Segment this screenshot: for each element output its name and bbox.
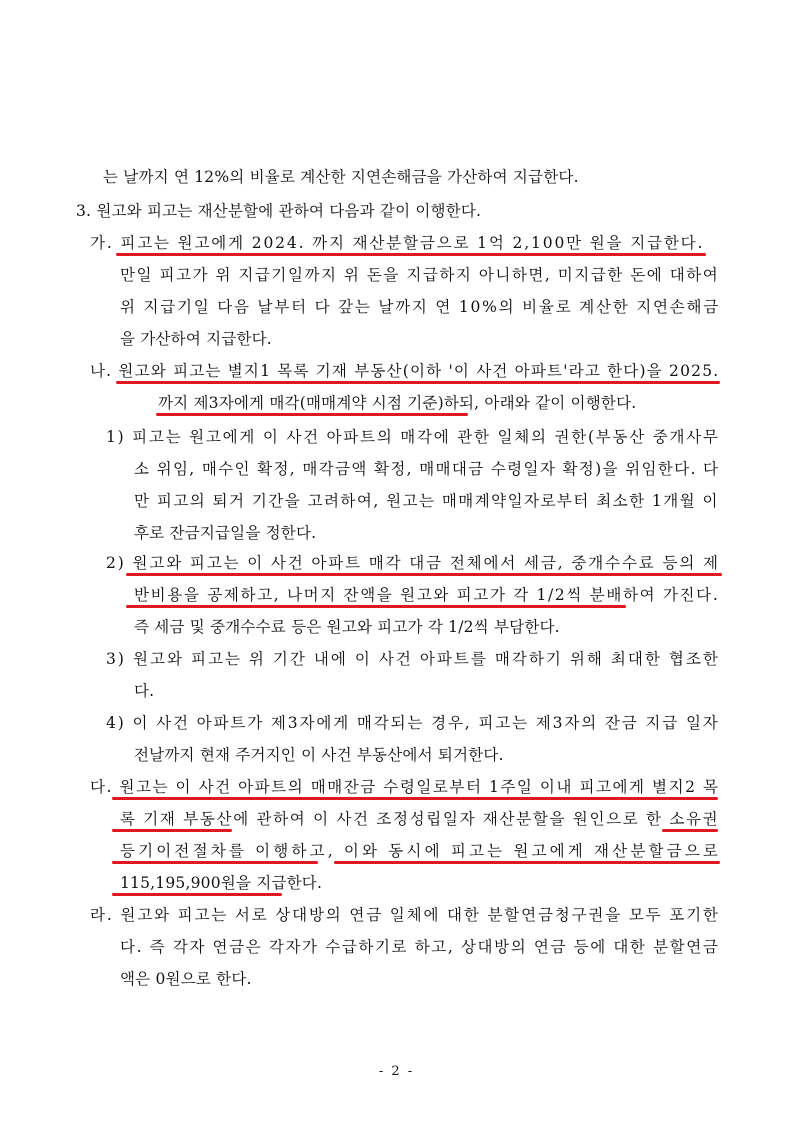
page-number: - 2 - bbox=[378, 1064, 415, 1079]
line-13: 반비용을 공제하고, 나머지 잔액을 원고와 피고가 각 1/2씩 분배하여 가진다. bbox=[134, 586, 720, 604]
line-14: 즉 세금 및 중개수수료 등은 원고와 피고가 각 1/2씩 부담한다. bbox=[134, 618, 560, 636]
line-24: 다. 즉 각자 연금은 각자가 수급하기로 하고, 상대방의 연금 등에 대한 분할연금 bbox=[120, 938, 720, 956]
line-22: 115,195,900원을 지급한다. bbox=[120, 874, 323, 892]
underline-annotation bbox=[116, 381, 720, 384]
underline-annotation bbox=[156, 413, 468, 416]
line-10: 만 피고의 퇴거 기간을 고려하여, 원고는 매매계약일자로부터 최소한 1개월 이 bbox=[134, 492, 719, 510]
line-1: 3. 원고와 피고는 재산분할에 관하여 다음과 같이 이행한다. bbox=[76, 202, 482, 220]
line-2: 가. 피고는 원고에게 2024. 까지 재산분할금으로 1억 2,100만 원을 지급한다. bbox=[90, 234, 705, 252]
underline-annotation bbox=[126, 605, 626, 608]
line-5: 을 가산하여 지급한다. bbox=[120, 330, 272, 348]
line-15: 3) 원고와 피고는 위 기간 내에 이 사건 아파트를 매각하기 위해 최대한 협조한 bbox=[106, 650, 720, 668]
underline-annotation bbox=[334, 861, 720, 864]
line-8: 1) 피고는 원고에게 이 사건 아파트의 매각에 관한 일체의 권한(부동산 중개사무 bbox=[106, 428, 720, 446]
underline-annotation bbox=[112, 861, 318, 864]
line-20: 록 기재 부동산에 관하여 이 사건 조정성립일자 재산분할을 원인으로 한 소유권 bbox=[120, 810, 720, 828]
line-25: 액은 0원으로 한다. bbox=[120, 970, 252, 988]
line-16: 다. bbox=[134, 682, 155, 700]
line-19: 다. 원고는 이 사건 아파트의 매매잔금 수령일로부터 1주일 이내 피고에게 별지2 목 bbox=[90, 778, 720, 796]
underline-annotation bbox=[126, 573, 722, 576]
line-17: 4) 이 사건 아파트가 제3자에게 매각되는 경우, 피고는 제3자의 잔금 지급 일자 bbox=[106, 714, 720, 732]
line-11: 후로 잔금지급일을 정한다. bbox=[134, 524, 317, 542]
line-9: 소 위임, 매수인 확정, 매각금액 확정, 매매대금 수령일자 확정)을 위임한다. 다 bbox=[134, 460, 720, 478]
underline-annotation bbox=[112, 893, 282, 896]
underline-annotation bbox=[662, 829, 718, 832]
line-3: 만일 피고가 위 지급기일까지 위 돈을 지급하지 아니하면, 미지급한 돈에 대하여 bbox=[120, 266, 720, 284]
line-12: 2) 원고와 피고는 이 사건 아파트 매각 대금 전체에서 세금, 중개수수료 등의 제 bbox=[106, 554, 720, 572]
line-18: 전날까지 현재 주거지인 이 사건 부동산에서 퇴거한다. bbox=[134, 746, 504, 764]
line-0: 는 날까지 연 12%의 비율로 계산한 지연손해금을 가산하여 지급한다. bbox=[103, 168, 579, 186]
line-6: 나. 원고와 피고는 별지1 목록 기재 부동산(이하 '이 사건 아파트'라고 한다)을 2025. bbox=[90, 362, 720, 380]
underline-annotation bbox=[116, 253, 706, 256]
line-4: 위 지급기일 다음 날부터 다 갚는 날까지 연 10%의 비율로 계산한 지연손해금 bbox=[120, 298, 721, 316]
line-21: 등기이전절차를 이행하고, 이와 동시에 피고는 원고에게 재산분할금으로 bbox=[120, 842, 722, 860]
line-23: 라. 원고와 피고는 서로 상대방의 연금 일체에 대한 분할연금청구권을 모두 포기한 bbox=[90, 906, 720, 924]
line-7: 까지 제3자에게 매각(매매계약 시점 기준)하되, 아래와 같이 이행한다. bbox=[158, 394, 637, 412]
underline-annotation bbox=[112, 829, 232, 832]
underline-annotation bbox=[112, 797, 718, 800]
